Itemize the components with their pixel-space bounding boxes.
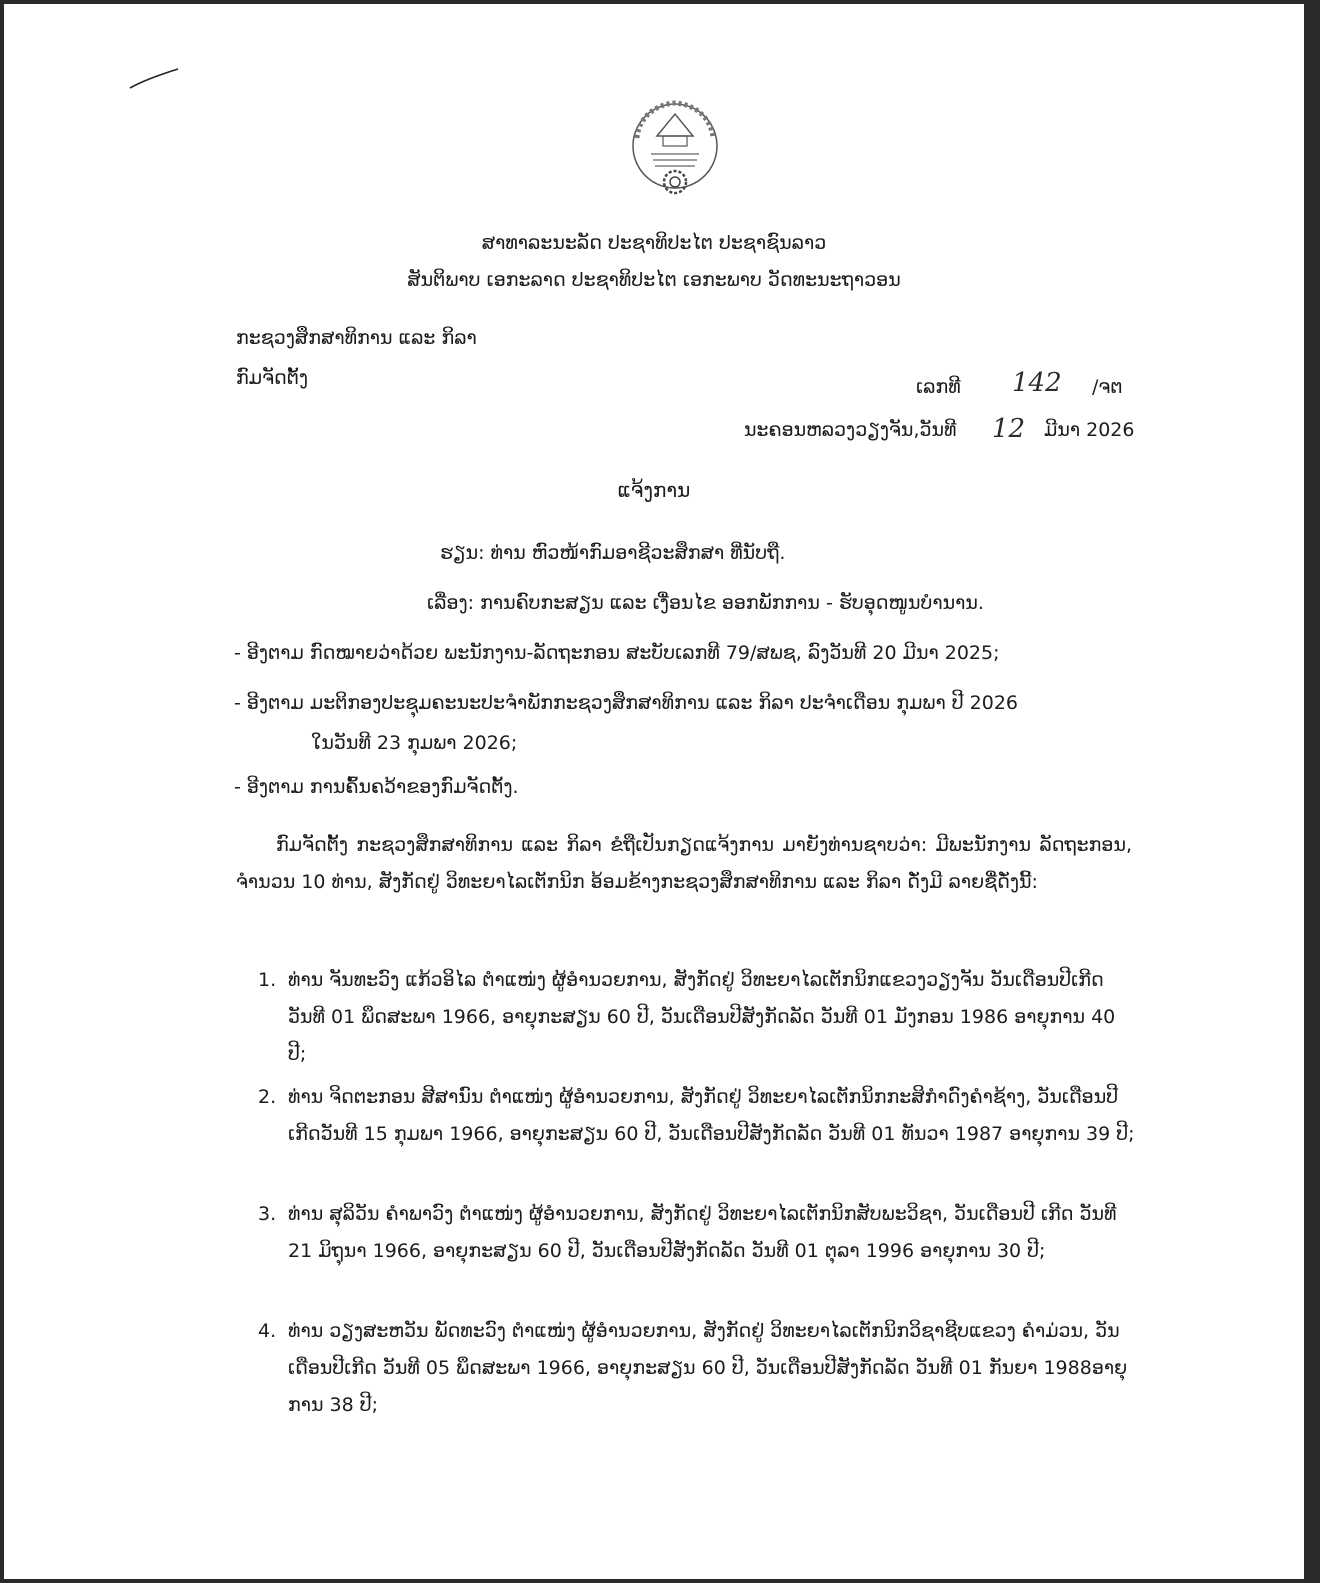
document-title: ແຈ້ງການ: [617, 478, 691, 502]
list-item: [258, 962, 1138, 1073]
list-item-number: 1.: [258, 969, 277, 991]
list-item-number: 3.: [258, 1203, 277, 1225]
reference-basis-2: - ອີງຕາມ ມະຕິກອງປະຊຸມຄະນະປະຈຳພັກກະຊວງສຶກສາທິການ ແລະ ກິລາ ປະຈຳເດືອນ ກຸມພາ ປີ 2026: [234, 692, 1019, 714]
national-emblem-seal: [627, 96, 723, 208]
list-item-number: 4.: [258, 1320, 277, 1342]
reference-suffix: /ຈຕ: [1092, 376, 1123, 398]
list-item: [258, 1196, 1138, 1270]
subject-line: ເລື່ອງ: ການຄົບກະສຽນ ແລະ ເງື່ອນໄຂ ອອກພັກການ - ຮັບອຸດໜູນບຳນານ.: [427, 592, 984, 614]
body-paragraph: ກົມຈັດຕັ້ງ ກະຊວງສຶກສາທິການ ແລະ ກິລາ ຂໍຖືເປັນກຽດແຈ້ງການ ມາຍັງທ່ານຊາບວ່າ: ມີພະນັກງານ ລັດຖະກອນ, ຈຳນວນ 10 ທ່ານ, ສັງກັດຢູ່ ວິທະຍາໄລເຕັກນິກ ອ້ອມຂ້າງກະຊວງສຶກສາທິການ ແລະ ກິລາ ດັ່ງມີ ລາຍຊື່ດັ່ງນີ້:: [236, 834, 1132, 893]
date-day: 12: [992, 414, 1026, 444]
state-motto: ສັນຕິພາບ ເອກະລາດ ປະຊາທິປະໄຕ ເອກະພາບ ວັດທະນະຖາວອນ: [407, 269, 901, 291]
ministry-name: ກະຊວງສຶກສາທິການ ແລະ ກິລາ: [236, 327, 477, 349]
date-month-year: ມີນາ 2026: [1044, 419, 1135, 441]
pen-stroke-mark: [124, 64, 184, 94]
list-item-number: 2.: [258, 1086, 277, 1108]
reference-number: 142: [1012, 368, 1062, 398]
state-name: ສາທາລະນະລັດ ປະຊາທິປະໄຕ ປະຊາຊົນລາວ: [481, 232, 827, 254]
document-page: [4, 4, 1304, 1579]
list-item-text: ທ່ານ ຈິດຕະກອນ ສີສານົນ ຕຳແໜ່ງ ຜູ້ອຳນວຍການ, ສັງກັດຢູ່ ວິທະຍາໄລເຕັກນິກກະສິກຳດົງຄຳຊ້າງ, ວັນເດືອນປີເກີດວັນທີ 15 ກຸມພາ 1966, ອາຍຸກະສຽນ 60 ປີ, ວັນເດືອນປີສັງກັດລັດ ວັນທີ 01 ທັນວາ 1987 ອາຍຸການ 39 ປີ;: [288, 1086, 1135, 1145]
list-item: [258, 1313, 1138, 1424]
reference-basis-1: - ອີງຕາມ ກົດໝາຍວ່າດ້ວຍ ພະນັກງານ-ລັດຖະກອນ ສະບັບເລກທີ 79/ສພຊ, ລົງວັນທີ 20 ມີນາ 2025;: [234, 642, 1000, 664]
list-item: [258, 1079, 1138, 1153]
department-name: ກົມຈັດຕັ້ງ: [236, 367, 309, 389]
list-item-text: ທ່ານ ສຸລິວັນ ຄຳພາວົງ ຕຳແໜ່ງ ຜູ້ອຳນວຍການ, ສັງກັດຢູ່ ວິທະຍາໄລເຕັກນິກສັບພະວິຊາ, ວັນເດືອນປີ ເກີດ ວັນທີ 21 ມິຖຸນາ 1966, ອາຍຸກະສຽນ 60 ປີ, ວັນເດືອນປີສັງກັດລັດ ວັນທີ 01 ຕຸລາ 1996 ອາຍຸການ 30 ປີ;: [288, 1203, 1117, 1262]
reference-basis-3: - ອີງຕາມ ການຄົ້ນຄວ້າຂອງກົມຈັດຕັ້ງ.: [234, 776, 519, 798]
reference-basis-2-cont: ໃນວັນທີ 23 ກຸມພາ 2026;: [311, 732, 518, 754]
reference-label: ເລກທີ: [916, 376, 961, 398]
date-prefix: ນະຄອນຫລວງວຽງຈັນ,ວັນທີ: [744, 419, 957, 441]
list-item-text: ທ່ານ ຈັນທະວົງ ແກ້ວອິໄລ ຕຳແໜ່ງ ຜູ້ອຳນວຍການ, ສັງກັດຢູ່ ວິທະຍາໄລເຕັກນິກແຂວງວຽງຈັນ ວັນເດືອນປີເກີດວັນທີ 01 ພຶດສະພາ 1966, ອາຍຸກະສຽນ 60 ປີ, ວັນເດືອນປີສັງກັດລັດ ວັນທີ 01 ມັງກອນ 1986 ອາຍຸການ 40 ປີ;: [288, 969, 1116, 1065]
list-item-text: ທ່ານ ວຽງສະຫວັນ ພັດທະວົງ ຕຳແໜ່ງ ຜູ້ອຳນວຍການ, ສັງກັດຢູ່ ວິທະຍາໄລເຕັກນິກວິຊາຊີບແຂວງ ຄຳມ່ວນ, ວັນເດືອນປີເກີດ ວັນທີ 05 ພຶດສະພາ 1966, ອາຍຸກະສຽນ 60 ປີ, ວັນເດືອນປີສັງກັດລັດ ວັນທີ 01 ກັນຍາ 1988ອາຍຸການ 38 ປີ;: [288, 1320, 1128, 1416]
recipient-line: ຮຽນ: ທ່ານ ຫົວໜ້າກົມອາຊີວະສຶກສາ ທີ່ນັບຖື.: [440, 542, 786, 564]
